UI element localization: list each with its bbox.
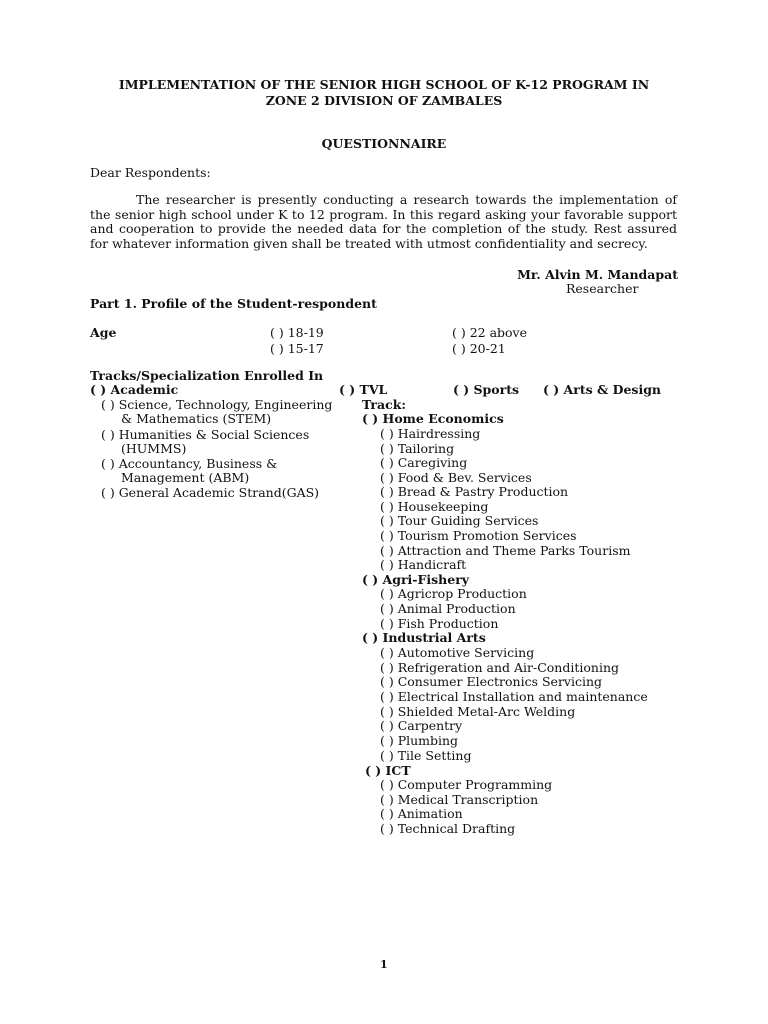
- track-option-tvl[interactable]: ( ) TVL: [339, 382, 388, 397]
- he-caregiving-option[interactable]: ( ) Caregiving: [380, 455, 468, 470]
- he-housekeeping-option[interactable]: ( ) Housekeeping: [380, 499, 489, 514]
- track-option-academic[interactable]: ( ) Academic: [90, 382, 179, 397]
- age-option-22-above[interactable]: ( ) 22 above: [452, 325, 528, 340]
- age-label: Age: [90, 325, 117, 340]
- ict-animation-option[interactable]: ( ) Animation: [380, 806, 463, 821]
- he-theme-parks-option[interactable]: ( ) Attraction and Theme Parks Tourism: [380, 543, 631, 558]
- he-hairdressing-option[interactable]: ( ) Hairdressing: [380, 426, 481, 441]
- ia-plumbing-option[interactable]: ( ) Plumbing: [380, 733, 459, 748]
- track-option-arts-design[interactable]: ( ) Arts & Design: [543, 382, 662, 397]
- ia-automotive-option[interactable]: ( ) Automotive Servicing: [380, 645, 535, 660]
- ia-welding-option[interactable]: ( ) Shielded Metal-Arc Welding: [380, 704, 576, 719]
- strand-stem-continuation: & Mathematics (STEM): [121, 411, 272, 426]
- document-title-line-1: IMPLEMENTATION OF THE SENIOR HIGH SCHOOL OF K-12 PROGRAM IN: [118, 77, 650, 92]
- strand-abm-continuation: Management (ABM): [121, 470, 250, 485]
- ict-computer-programming-option[interactable]: ( ) Computer Programming: [380, 777, 553, 792]
- ia-tile-setting-option[interactable]: ( ) Tile Setting: [380, 748, 472, 763]
- age-option-20-21[interactable]: ( ) 20-21: [452, 341, 506, 356]
- strand-gas-option[interactable]: ( ) General Academic Strand(GAS): [101, 485, 320, 500]
- tvl-industrial-arts-option[interactable]: ( ) Industrial Arts: [362, 630, 486, 645]
- he-handicraft-option[interactable]: ( ) Handicraft: [380, 557, 467, 572]
- salutation: Dear Respondents:: [90, 165, 211, 180]
- questionnaire-heading: QUESTIONNAIRE: [321, 136, 447, 151]
- document-title-line-2: ZONE 2 DIVISION OF ZAMBALES: [265, 93, 503, 108]
- ict-technical-drafting-option[interactable]: ( ) Technical Drafting: [380, 821, 516, 836]
- researcher-name: Mr. Alvin M. Mandapat: [517, 267, 678, 282]
- tvl-ict-option[interactable]: ( ) ICT: [365, 763, 411, 778]
- he-tourism-promotion-option[interactable]: ( ) Tourism Promotion Services: [380, 528, 577, 543]
- strand-humms-option[interactable]: ( ) Humanities & Social Sciences: [101, 427, 310, 442]
- ict-medical-transcription-option[interactable]: ( ) Medical Transcription: [380, 792, 539, 807]
- he-tour-guiding-option[interactable]: ( ) Tour Guiding Services: [380, 513, 539, 528]
- strand-abm-option[interactable]: ( ) Accountancy, Business &: [101, 456, 278, 471]
- intro-paragraph: [90, 193, 677, 251]
- tvl-track-label: Track:: [362, 397, 406, 412]
- af-agricrop-option[interactable]: ( ) Agricrop Production: [380, 586, 527, 601]
- ia-electrical-installation-option[interactable]: ( ) Electrical Installation and maintenance: [380, 689, 648, 704]
- page-number: 1: [380, 958, 388, 971]
- he-food-bev-option[interactable]: ( ) Food & Bev. Services: [380, 470, 532, 485]
- strand-humms-continuation: (HUMMS): [121, 441, 187, 456]
- he-tailoring-option[interactable]: ( ) Tailoring: [380, 441, 455, 456]
- ia-refrigeration-option[interactable]: ( ) Refrigeration and Air-Conditioning: [380, 660, 619, 675]
- intro-paragraph-text: The researcher is presently conducting a research towards the implementation of the senior high school under K to 12 program. In this regard asking your favorable support and cooperation to provide the needed data for the completion of the study. Rest assured for whatever information given shall be treated with utmost confidentiality and secrecy.: [90, 192, 677, 251]
- age-option-18-19[interactable]: ( ) 18-19: [270, 325, 324, 340]
- age-option-15-17[interactable]: ( ) 15-17: [270, 341, 324, 356]
- tvl-home-economics-option[interactable]: ( ) Home Economics: [362, 411, 504, 426]
- ia-consumer-electronics-option[interactable]: ( ) Consumer Electronics Servicing: [380, 674, 603, 689]
- af-fish-production-option[interactable]: ( ) Fish Production: [380, 616, 499, 631]
- af-animal-production-option[interactable]: ( ) Animal Production: [380, 601, 516, 616]
- ia-carpentry-option[interactable]: ( ) Carpentry: [380, 718, 463, 733]
- researcher-role: Researcher: [566, 281, 639, 296]
- tracks-heading: Tracks/Specialization Enrolled In: [90, 368, 324, 383]
- part1-heading: Part 1. Profile of the Student-respondent: [90, 296, 377, 311]
- strand-stem-option[interactable]: ( ) Science, Technology, Engineering: [101, 397, 333, 412]
- tvl-agri-fishery-option[interactable]: ( ) Agri-Fishery: [362, 572, 470, 587]
- track-option-sports[interactable]: ( ) Sports: [453, 382, 520, 397]
- he-bread-pastry-option[interactable]: ( ) Bread & Pastry Production: [380, 484, 569, 499]
